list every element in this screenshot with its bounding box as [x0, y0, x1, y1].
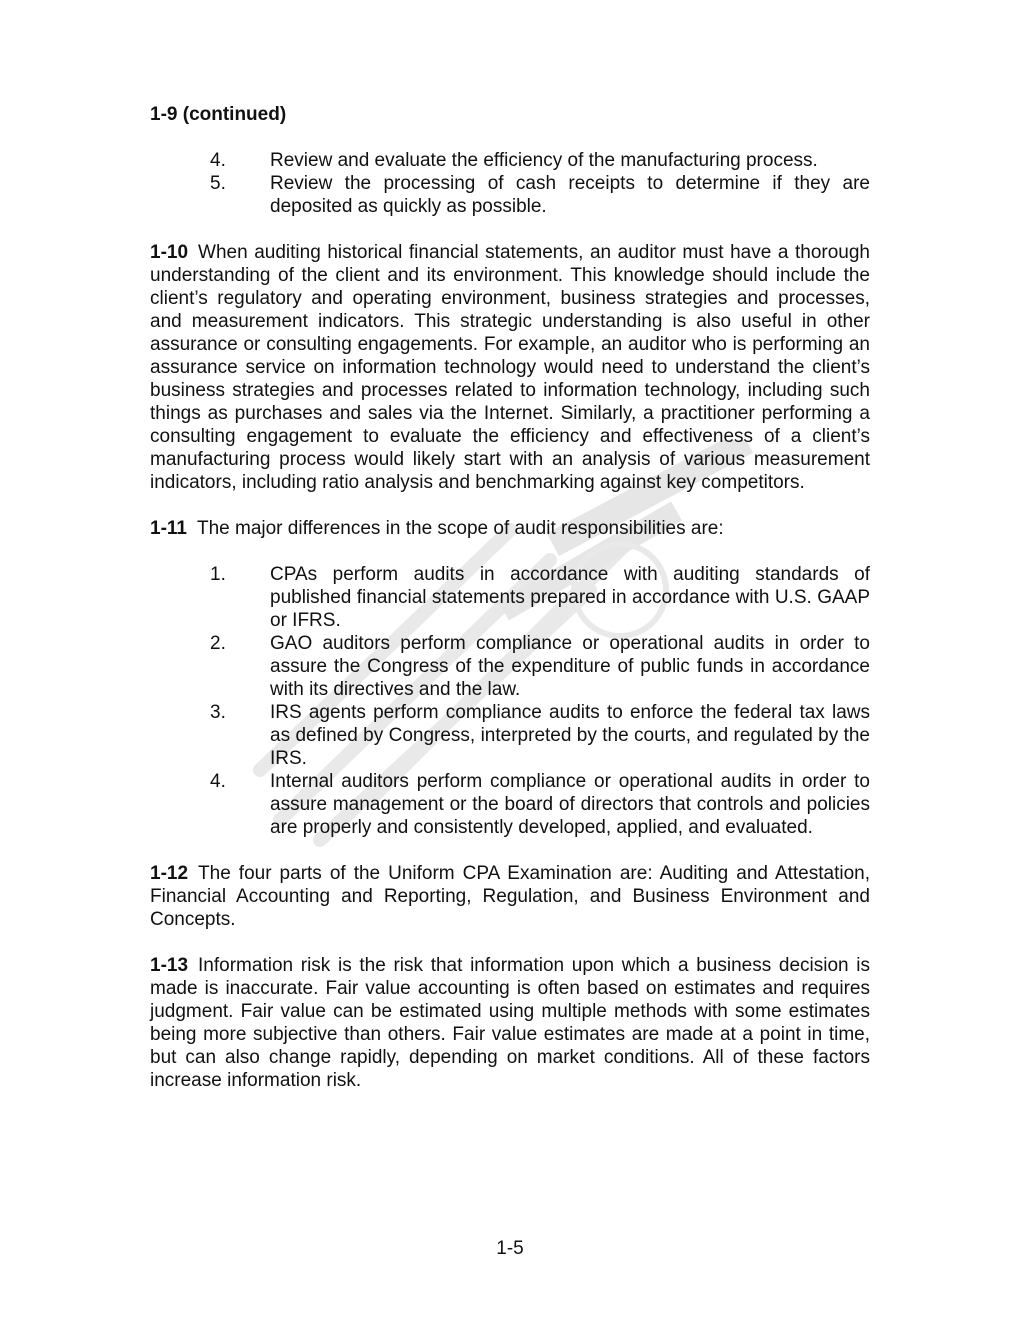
list-item [150, 770, 870, 839]
answer-1-11 [150, 517, 870, 540]
answer-1-10 [150, 241, 870, 494]
list-item-text: IRS agents perform compliance audits to enforce the federal tax laws as defined by Congress, interpreted by the courts, and regulated by the IRS. [270, 702, 870, 769]
answer-text: When auditing historical financial statements, an auditor must have a thorough understanding of the client and its environment. This knowledge should include the client’s regulatory and operating environment, business strategies and processes, and measurement indicators. This strategic understanding is also useful in other assurance or consulting engagements. For example, an auditor who is performing an assurance service on information technology would need to understand the client’s business strategies and processes related to information technology, including such things as purchases and sales via the Internet. Similarly, a practitioner performing a consulting engagement to evaluate the efficiency and effectiveness of a client’s manufacturing process would likely start with an analysis of various measurement indicators, including ratio analysis and benchmarking against key competitors. [150, 242, 870, 493]
list-1-11 [150, 563, 870, 839]
list-item-text: Review the processing of cash receipts to determine if they are deposited as quickly as possible. [270, 173, 870, 217]
list-item-number: 2. [210, 633, 226, 654]
question-label: 1-11 [150, 518, 187, 539]
answer-text: Information risk is the risk that information upon which a business decision is made is inaccurate. Fair value accounting is often based on estimates and requires judgment. Fair value can be estimated using multiple methods with some estimates being more subjective than others. Fair value estimates are made at a point in time, but can also change rapidly, depending on market conditions. All of these factors increase information risk. [150, 955, 870, 1091]
list-item [150, 149, 870, 172]
list-item-number: 1. [210, 564, 226, 585]
question-label: 1-13 [150, 955, 189, 976]
answer-1-13 [150, 954, 870, 1092]
list-item-text: Internal auditors perform compliance or operational audits in order to assure management or the board of directors that controls and policies are properly and consistently developed, applied, and evaluated. [270, 771, 870, 838]
list-item-number: 4. [210, 150, 226, 171]
list-item [150, 172, 870, 218]
list-item-text: Review and evaluate the efficiency of the manufacturing process. [270, 150, 818, 171]
page-number: 1-5 [496, 1238, 524, 1259]
answer-1-12 [150, 862, 870, 931]
answer-text: The major differences in the scope of audit responsibilities are: [196, 518, 724, 539]
page-content [150, 103, 870, 1092]
list-item [150, 701, 870, 770]
list-item-number: 4. [210, 771, 226, 792]
list-item-text: GAO auditors perform compliance or operational audits in order to assure the Congress of the expenditure of public funds in accordance with its directives and the law. [270, 633, 870, 700]
list-item [150, 563, 870, 632]
answer-text: The four parts of the Uniform CPA Examination are: Auditing and Attestation, Financial Accounting and Reporting, Regulation, and Business Environment and Concepts. [150, 863, 870, 930]
list-item-number: 3. [210, 702, 226, 723]
list-item-text: CPAs perform audits in accordance with auditing standards of published financial statements prepared in accordance with U.S. GAAP or IFRS. [270, 564, 870, 631]
question-label: 1-10 [150, 242, 189, 263]
list-item-number: 5. [210, 173, 226, 194]
section-heading: 1-9 (continued) [150, 104, 287, 125]
question-label: 1-12 [150, 863, 189, 884]
list-item [150, 632, 870, 701]
list-1-9 [150, 149, 870, 218]
